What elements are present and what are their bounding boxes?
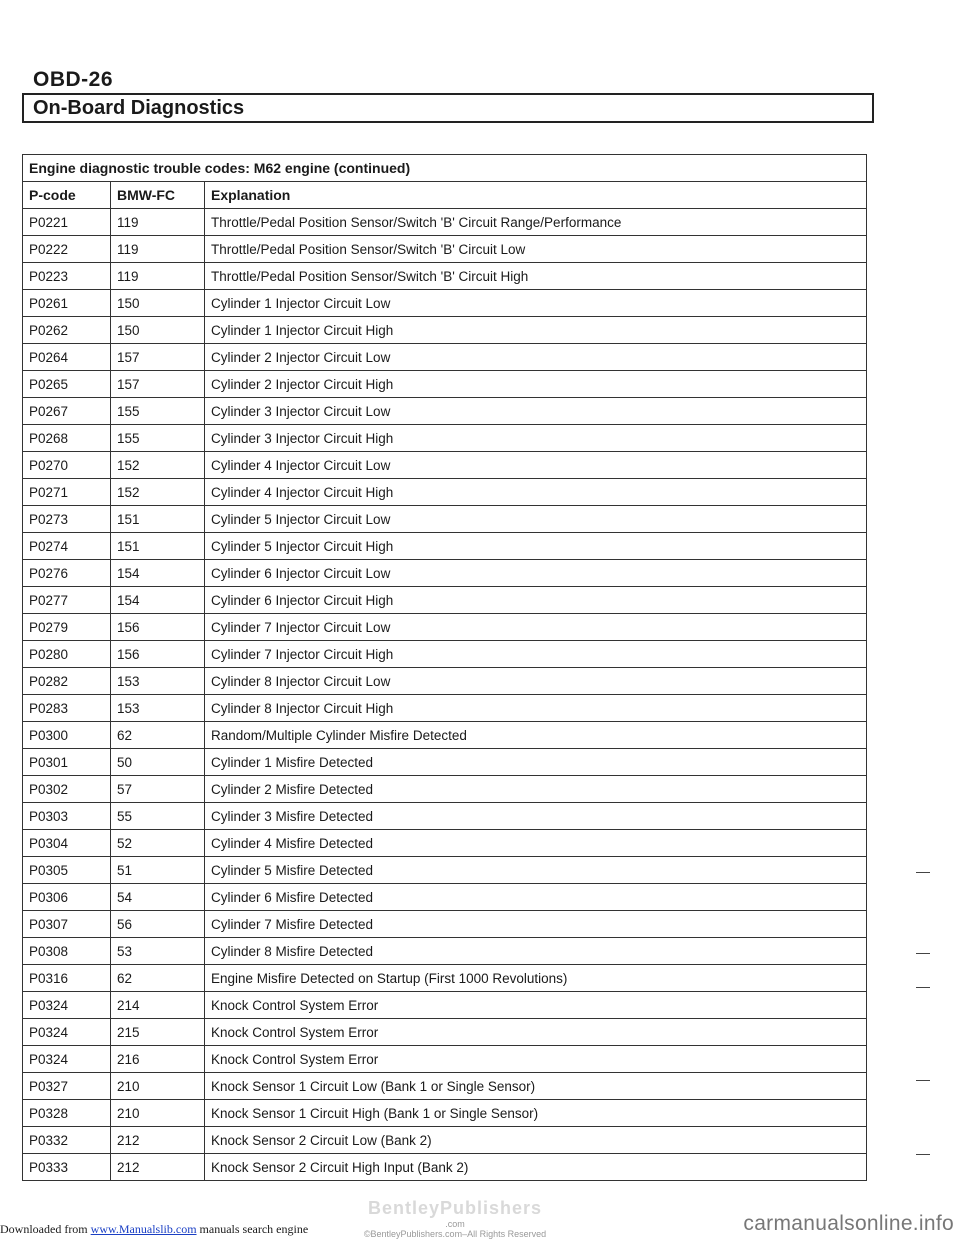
cell-bmwfc: 212	[111, 1127, 205, 1154]
cell-bmwfc: 57	[111, 776, 205, 803]
cell-bmwfc: 152	[111, 452, 205, 479]
cell-pcode: P0283	[23, 695, 111, 722]
table-row	[23, 263, 867, 290]
cell-pcode: P0268	[23, 425, 111, 452]
table-row	[23, 830, 867, 857]
cell-bmwfc: 55	[111, 803, 205, 830]
table-row	[23, 749, 867, 776]
cell-pcode: P0303	[23, 803, 111, 830]
margin-mark	[916, 987, 930, 988]
cell-pcode: P0300	[23, 722, 111, 749]
cell-pcode: P0324	[23, 1046, 111, 1073]
cell-pcode: P0279	[23, 614, 111, 641]
watermark-sub: .com	[445, 1219, 465, 1229]
cell-bmwfc: 153	[111, 695, 205, 722]
table-row	[23, 425, 867, 452]
cell-explanation: Cylinder 1 Injector Circuit High	[205, 317, 867, 344]
download-footer	[0, 1222, 308, 1237]
cell-explanation: Cylinder 2 Injector Circuit Low	[205, 344, 867, 371]
watermark	[355, 1198, 555, 1239]
table-row	[23, 1127, 867, 1154]
cell-explanation: Knock Sensor 1 Circuit High (Bank 1 or Single Sensor)	[205, 1100, 867, 1127]
cell-bmwfc: 52	[111, 830, 205, 857]
cell-bmwfc: 156	[111, 641, 205, 668]
cell-bmwfc: 150	[111, 290, 205, 317]
cell-bmwfc: 53	[111, 938, 205, 965]
cell-bmwfc: 155	[111, 398, 205, 425]
margin-mark	[916, 953, 930, 954]
cell-bmwfc: 150	[111, 317, 205, 344]
cell-pcode: P0271	[23, 479, 111, 506]
cell-explanation: Cylinder 4 Misfire Detected	[205, 830, 867, 857]
table-row	[23, 1046, 867, 1073]
cell-explanation: Cylinder 4 Injector Circuit High	[205, 479, 867, 506]
cell-bmwfc: 210	[111, 1073, 205, 1100]
cell-bmwfc: 157	[111, 344, 205, 371]
table-row	[23, 1019, 867, 1046]
table-row	[23, 992, 867, 1019]
table-row	[23, 560, 867, 587]
cell-bmwfc: 50	[111, 749, 205, 776]
table-row	[23, 884, 867, 911]
footer-suffix: manuals search engine	[199, 1222, 309, 1236]
cell-pcode: P0324	[23, 992, 111, 1019]
cell-bmwfc: 62	[111, 965, 205, 992]
table-row	[23, 776, 867, 803]
cell-pcode: P0221	[23, 209, 111, 236]
table-row	[23, 722, 867, 749]
cell-bmwfc: 157	[111, 371, 205, 398]
cell-pcode: P0306	[23, 884, 111, 911]
table-row	[23, 209, 867, 236]
cell-bmwfc: 62	[111, 722, 205, 749]
cell-explanation: Cylinder 5 Misfire Detected	[205, 857, 867, 884]
table-caption: Engine diagnostic trouble codes: M62 engine (continued)	[23, 155, 867, 182]
table-row	[23, 290, 867, 317]
dtc-table	[22, 154, 867, 1181]
cell-bmwfc: 54	[111, 884, 205, 911]
cell-bmwfc: 155	[111, 425, 205, 452]
cell-explanation: Cylinder 7 Injector Circuit Low	[205, 614, 867, 641]
cell-explanation: Cylinder 8 Injector Circuit High	[205, 695, 867, 722]
cell-explanation: Cylinder 1 Misfire Detected	[205, 749, 867, 776]
section-header	[22, 93, 874, 123]
cell-bmwfc: 51	[111, 857, 205, 884]
table-row	[23, 479, 867, 506]
cell-pcode: P0307	[23, 911, 111, 938]
cell-pcode: P0222	[23, 236, 111, 263]
cell-pcode: P0276	[23, 560, 111, 587]
cell-pcode: P0328	[23, 1100, 111, 1127]
footer-prefix: Downloaded from	[0, 1222, 88, 1236]
cell-bmwfc: 119	[111, 236, 205, 263]
cell-bmwfc: 154	[111, 560, 205, 587]
cell-pcode: P0273	[23, 506, 111, 533]
cell-explanation: Throttle/Pedal Position Sensor/Switch 'B' Circuit High	[205, 263, 867, 290]
table-row	[23, 668, 867, 695]
cell-pcode: P0316	[23, 965, 111, 992]
cell-bmwfc: 154	[111, 587, 205, 614]
cell-explanation: Knock Control System Error	[205, 992, 867, 1019]
cell-explanation: Cylinder 3 Misfire Detected	[205, 803, 867, 830]
table-row	[23, 938, 867, 965]
cell-bmwfc: 212	[111, 1154, 205, 1181]
cell-explanation: Cylinder 2 Misfire Detected	[205, 776, 867, 803]
page-code: OBD-26	[33, 68, 114, 91]
table-row	[23, 911, 867, 938]
manualslib-link[interactable]: www.Manualslib.com	[90, 1222, 197, 1236]
site-name: carmanualsonline.info	[743, 1212, 954, 1235]
cell-bmwfc: 151	[111, 506, 205, 533]
cell-bmwfc: 214	[111, 992, 205, 1019]
margin-mark	[916, 1080, 930, 1081]
cell-bmwfc: 152	[111, 479, 205, 506]
cell-pcode: P0302	[23, 776, 111, 803]
cell-explanation: Cylinder 5 Injector Circuit Low	[205, 506, 867, 533]
cell-pcode: P0270	[23, 452, 111, 479]
cell-explanation: Cylinder 3 Injector Circuit High	[205, 425, 867, 452]
cell-bmwfc: 119	[111, 263, 205, 290]
margin-mark	[916, 872, 930, 873]
cell-explanation: Random/Multiple Cylinder Misfire Detected	[205, 722, 867, 749]
cell-explanation: Cylinder 6 Injector Circuit High	[205, 587, 867, 614]
table-row	[23, 641, 867, 668]
table-row	[23, 506, 867, 533]
cell-explanation: Cylinder 4 Injector Circuit Low	[205, 452, 867, 479]
cell-bmwfc: 119	[111, 209, 205, 236]
table-header-row	[23, 182, 867, 209]
cell-bmwfc: 156	[111, 614, 205, 641]
column-header-explanation: Explanation	[205, 182, 867, 209]
table-row	[23, 695, 867, 722]
table-row	[23, 587, 867, 614]
table-row	[23, 317, 867, 344]
cell-explanation: Knock Sensor 2 Circuit High Input (Bank 2)	[205, 1154, 867, 1181]
copyright-text: ©BentleyPublishers.com–All Rights Reserved	[363, 1229, 547, 1239]
cell-explanation: Knock Sensor 2 Circuit Low (Bank 2)	[205, 1127, 867, 1154]
cell-explanation: Knock Control System Error	[205, 1019, 867, 1046]
cell-pcode: P0333	[23, 1154, 111, 1181]
cell-pcode: P0264	[23, 344, 111, 371]
cell-pcode: P0261	[23, 290, 111, 317]
table-row	[23, 1100, 867, 1127]
cell-explanation: Cylinder 2 Injector Circuit High	[205, 371, 867, 398]
cell-explanation: Throttle/Pedal Position Sensor/Switch 'B' Circuit Range/Performance	[205, 209, 867, 236]
cell-bmwfc: 153	[111, 668, 205, 695]
cell-explanation: Engine Misfire Detected on Startup (First 1000 Revolutions)	[205, 965, 867, 992]
cell-pcode: P0265	[23, 371, 111, 398]
table-row	[23, 803, 867, 830]
cell-pcode: P0267	[23, 398, 111, 425]
cell-bmwfc: 151	[111, 533, 205, 560]
cell-pcode: P0223	[23, 263, 111, 290]
section-title: On-Board Diagnostics	[33, 97, 245, 119]
cell-bmwfc: 215	[111, 1019, 205, 1046]
cell-explanation: Cylinder 3 Injector Circuit Low	[205, 398, 867, 425]
table-row	[23, 344, 867, 371]
cell-explanation: Cylinder 1 Injector Circuit Low	[205, 290, 867, 317]
cell-pcode: P0280	[23, 641, 111, 668]
table-row	[23, 236, 867, 263]
cell-pcode: P0282	[23, 668, 111, 695]
cell-pcode: P0332	[23, 1127, 111, 1154]
cell-pcode: P0327	[23, 1073, 111, 1100]
cell-pcode: P0301	[23, 749, 111, 776]
table-row	[23, 398, 867, 425]
cell-explanation: Cylinder 6 Misfire Detected	[205, 884, 867, 911]
cell-explanation: Knock Control System Error	[205, 1046, 867, 1073]
cell-pcode: P0305	[23, 857, 111, 884]
cell-pcode: P0324	[23, 1019, 111, 1046]
table-body	[23, 209, 867, 1181]
table-row	[23, 1073, 867, 1100]
table-row	[23, 965, 867, 992]
cell-explanation: Cylinder 8 Misfire Detected	[205, 938, 867, 965]
table-row	[23, 533, 867, 560]
cell-bmwfc: 210	[111, 1100, 205, 1127]
cell-pcode: P0304	[23, 830, 111, 857]
table-row	[23, 614, 867, 641]
cell-explanation: Cylinder 5 Injector Circuit High	[205, 533, 867, 560]
cell-explanation: Cylinder 6 Injector Circuit Low	[205, 560, 867, 587]
cell-bmwfc: 216	[111, 1046, 205, 1073]
cell-bmwfc: 56	[111, 911, 205, 938]
column-header-bmwfc: BMW-FC	[111, 182, 205, 209]
margin-mark	[916, 1154, 930, 1155]
watermark-text: BentleyPublishers	[367, 1198, 543, 1218]
cell-pcode: P0262	[23, 317, 111, 344]
cell-explanation: Throttle/Pedal Position Sensor/Switch 'B' Circuit Low	[205, 236, 867, 263]
table-row	[23, 857, 867, 884]
cell-pcode: P0274	[23, 533, 111, 560]
table-row	[23, 371, 867, 398]
cell-explanation: Cylinder 8 Injector Circuit Low	[205, 668, 867, 695]
cell-explanation: Knock Sensor 1 Circuit Low (Bank 1 or Single Sensor)	[205, 1073, 867, 1100]
cell-pcode: P0308	[23, 938, 111, 965]
table-row	[23, 1154, 867, 1181]
cell-explanation: Cylinder 7 Injector Circuit High	[205, 641, 867, 668]
table-row	[23, 452, 867, 479]
column-header-pcode: P-code	[23, 182, 111, 209]
cell-explanation: Cylinder 7 Misfire Detected	[205, 911, 867, 938]
cell-pcode: P0277	[23, 587, 111, 614]
